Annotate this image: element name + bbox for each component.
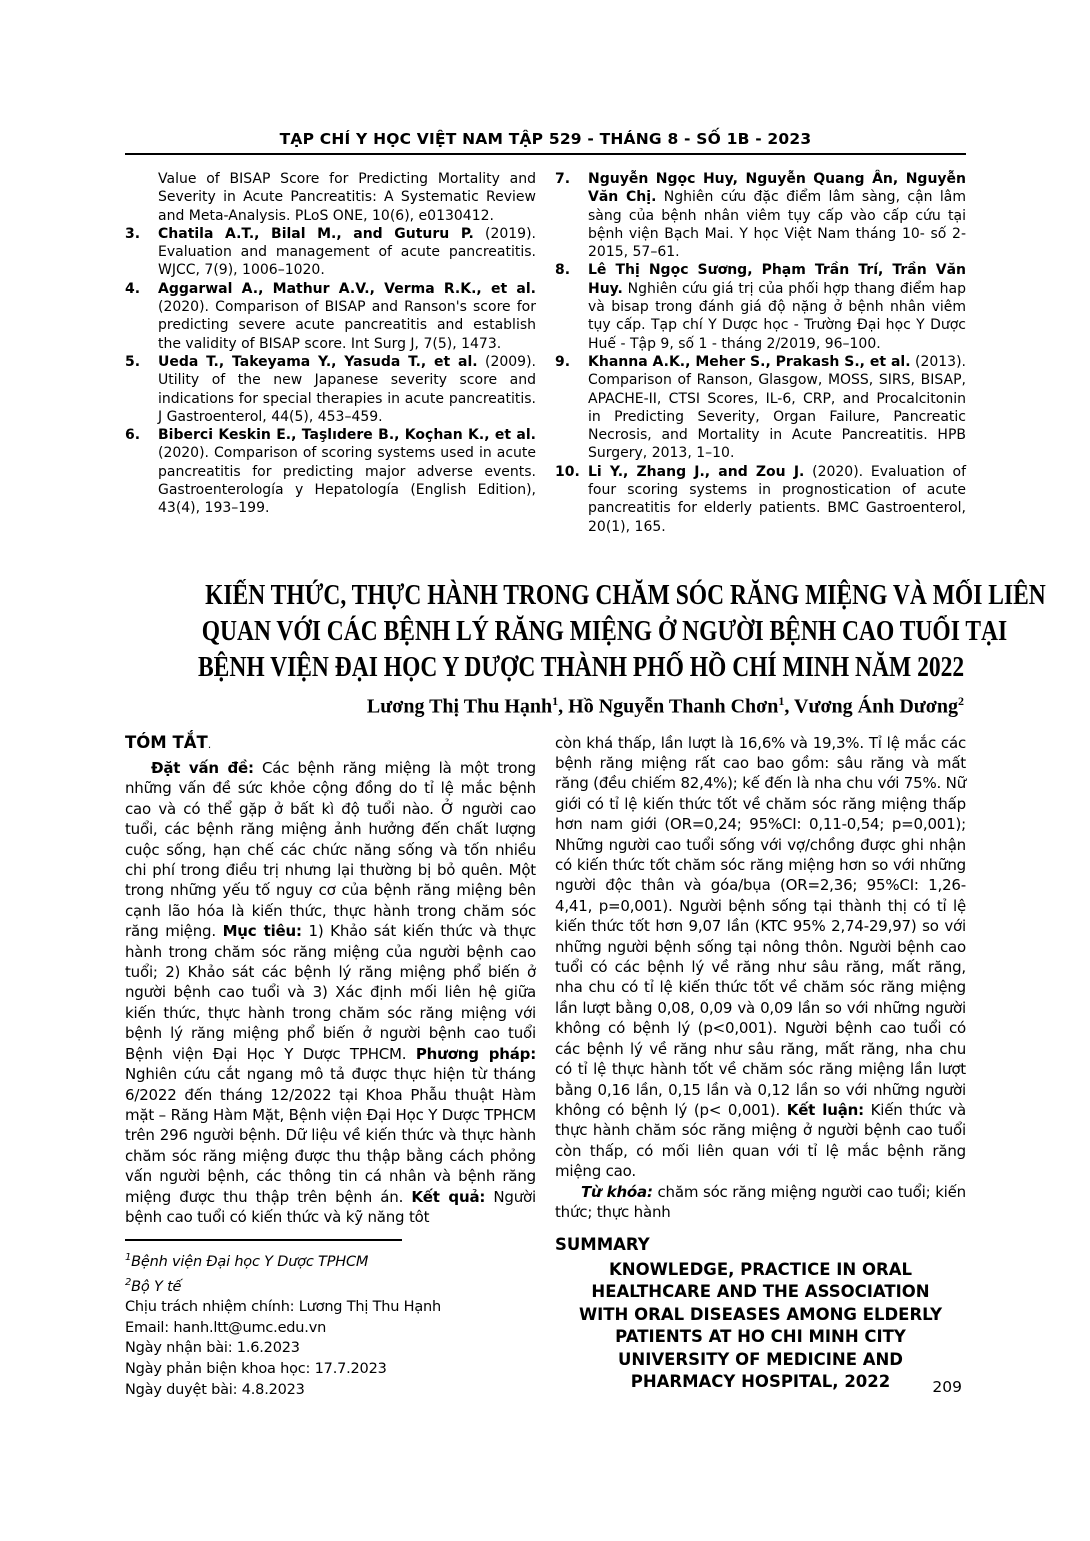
- references-section: [125, 170, 971, 536]
- reference-item: Value of BISAP Score for Predicting Mortality and Severity in Acute Pancreatitis: A Systematic Review and Meta-Analysis. PLoS ONE, 10(6), e0130412.: [158, 171, 536, 224]
- page-content: [125, 130, 1046, 1400]
- footnote-line: Email: hanh.ltt@umc.edu.vn: [125, 1319, 327, 1336]
- reference-item: 3. Chatila A.T., Bilal M., and Guturu P. (2019). Evaluation and management of acute pancreatitis. WJCC, 7(9), 1006–1020.: [125, 225, 536, 279]
- footnote-line: $^1$Bệnh viện Đại học Y Dược TPHCM: [125, 1252, 369, 1271]
- article-title-line: KIẾN THỨC, THỰC HÀNH TRONG CHĂM SÓC RĂNG MIỆNG VÀ MỐI LIÊN: [205, 579, 1046, 611]
- heading-period: .: [207, 737, 212, 751]
- footnote-line: $^2$Bộ Y tế: [125, 1276, 182, 1295]
- abstract-heading: TÓM TẮT.: [125, 732, 212, 752]
- abstract-text-left: Đặt vấn đề: Các bệnh răng miệng là một trong những vấn đề sức khỏe cộng đồng do tỉ lệ mắc bệnh cao và có thể gặp ở bất kì độ tuổi nào. Ở người cao tuổi, các bệnh răng miệng ảnh hưởng đến chất lượng cuộc sống, hạn chế các chức năng sống và tốn nhiều chi phí trong điều trị nhưng lại thường bị bỏ quên. Một trong những yếu tố nguy cơ của bệnh răng miệng bên cạnh lão hóa là kiến thức, thực hành trong chăm sóc răng miệng. Mục tiêu: 1) Khảo sát kiến thức và thực hành trong chăm sóc răng miệng của người bệnh cao tuổi; 2) Khảo sát các bệnh lý răng miệng phổ biến ở người bệnh cao tuổi và 3) Xác định mối liên hệ giữa kiến thức, thực hành trong chăm sóc răng miệng với bệnh lý răng miệng phổ biến ở người bệnh cao tuổi Bệnh viện Đại Học Y Dược TPHCM. Phương pháp: Nghiên cứu cắt ngang mô tả được thực hiện từ tháng 6/2022 đến tháng 12/2022 tại Khoa Phẫu thuật Hàm mặt – Răng Hàm Mặt, Bệnh viện Đại Học Y Dược TPHCM trên 296 người bệnh. Dữ liệu về kiến thức và thực hành chăm sóc răng miệng được thu thập bằng cách phỏng vấn người bệnh, các thông tin cá nhân và bệnh răng miệng được thu thập trên bệnh án. Kết quả: Người bệnh cao tuổi có kiến thức và kỹ năng tôt: [125, 759, 537, 1226]
- summary-title-line: HEALTHCARE AND THE ASSOCIATION: [591, 1282, 930, 1302]
- reference-item: 8. Lê Thị Ngọc Sương, Phạm Trần Trí, Trần Văn Huy. Nghiên cứu giá trị của phối hợp thang điểm hap và bisap trong đánh giá độ nặng ở bệnh nhân viêm tụy cấp. Tạp chí Y Dược học - Trường Đại học Y Dược Huế - Tập 9, số 1 - tháng 2/2019, 96–100.: [555, 262, 971, 352]
- keywords-line: Từ khóa: chăm sóc răng miệng người cao tuổi; kiến thức; thực hành: [555, 1182, 966, 1221]
- abstract-column-left: [125, 733, 536, 1401]
- footnote-line: Ngày phản biện khoa học: 17.7.2023: [125, 1360, 387, 1377]
- summary-title: [555, 1259, 966, 1394]
- summary-title-line: PATIENTS AT HO CHI MINH CITY: [615, 1327, 906, 1347]
- summary-heading: SUMMARY: [555, 1235, 650, 1255]
- footnote-line: Ngày nhận bài: 1.6.2023: [125, 1340, 300, 1357]
- article-title: [125, 578, 1046, 686]
- summary-title-line: UNIVERSITY OF MEDICINE AND: [618, 1349, 903, 1369]
- references-column-left: [125, 170, 536, 536]
- reference-item: 4. Aggarwal A., Mathur A.V., Verma R.K., et al. (2020). Comparison of BISAP and Ranson's score for predicting severe acute pancreatitis and establish the validity of BISAP score. Int Surg J, 7(5), 1473.: [125, 280, 536, 352]
- references-column-right: [555, 170, 971, 536]
- authors-line: Lương Thị Thu Hạnh$^1$, Hồ Nguyễn Thanh Chơn$^1$, Vương Ánh Dương$^2$: [366, 693, 964, 718]
- article-title-line: QUAN VỚI CÁC BỆNH LÝ RĂNG MIỆNG Ở NGƯỜI BỆNH CAO TUỔI TẠI: [201, 615, 1008, 647]
- summary-title-line: PHARMACY HOSPITAL, 2022: [630, 1372, 891, 1392]
- footnote-line: Ngày duyệt bài: 4.8.2023: [125, 1381, 305, 1398]
- summary-title-line: KNOWLEDGE, PRACTICE IN ORAL: [608, 1259, 913, 1279]
- reference-item: 10. Li Y., Zhang J., and Zou J. (2020). Evaluation of four scoring systems in prognostication of acute pancreatitis for elderly patients. BMC Gastroenterol, 20(1), 165.: [555, 463, 966, 535]
- footnotes: [125, 1248, 536, 1400]
- reference-item: 6. Biberci Keskin E., Taşlıdere B., Koçhan K., et al. (2020). Comparison of scoring systems used in acute pancreatitis for predicting major adverse events. Gastroenterología y Hepatología (English Edition), 43(4), 193–199.: [125, 427, 536, 517]
- reference-item: 5. Ueda T., Takeyama Y., Yasuda T., et al. (2009). Utility of the new Japanese severity score and indications for special therapies in acute pancreatitis. J Gastroenterol, 44(5), 453–459.: [125, 353, 536, 425]
- footnote-line: Chịu trách nhiệm chính: Lương Thị Thu Hạnh: [125, 1299, 442, 1316]
- reference-item: 7. Nguyễn Ngọc Huy, Nguyễn Quang Ân, Nguyễn Văn Chị. Nghiên cứu đặc điểm lâm sàng, cận lâm sàng của bệnh nhân viêm tụy cấp vào cấp cứu tại bệnh viện Bạch Mai. Y học Việt Nam tháng 10- số 2- 2015, 57–61.: [555, 171, 971, 261]
- journal-header: TẠP CHÍ Y HỌC VIỆT NAM TẬP 529 - THÁNG 8 - SỐ 1B - 2023: [279, 130, 812, 148]
- page-number: 209: [932, 1378, 962, 1396]
- abstract-text-right: còn khá thấp, lần lượt là 16,6% và 19,3%. Tỉ lệ mắc các bệnh răng miệng rất cao bao gồm: sâu răng và mất răng (đều chiếm 82,4%); kế đến là nha chu với 75%. Nữ giới có tỉ lệ kiến thức tốt về chăm sóc răng miệng thấp hơn nam giới (OR=0,24; 95%CI: 0,11-0,54; p=0,001); Những người cao tuổi sống với vợ/chồng được ghi nhận có kiến thức tốt chăm sóc răng miệng hơn so với những người độc thân và góa/bụa (OR=2,36; 95%CI: 1,26-4,41, p=0,001). Người bệnh sống tại thành thị có tỉ lệ kiến thức tốt hơn 9,07 lần (KTC 95% 2,74-29,97) so với những người bệnh sống tại nông thôn. Người bệnh cao tuổi có các bệnh lý về răng như sâu răng, mất răng, nha chu có tỉ lệ kiến thức tốt về chăm sóc răng miệng lần lượt bằng 0,08, 0,09 và 0,09 lần so với những người không có bệnh lý (p<0,001). Người bệnh cao tuổi có các bệnh lý về răng như sâu răng, mất răng, nha chu có tỉ lệ thực hành tốt về chăm sóc răng miệng lần lượt bằng 0,16 lần, 0,15 lần và 0,12 lần so với những người không có bệnh lý (p< 0,001). Kết luận: Kiến thức và thực hành chăm sóc răng miệng ở người bệnh cao tuổi còn thấp, có mối liên quan với tỉ lệ mắc bệnh răng miệng cao.: [555, 733, 967, 1181]
- summary-title-line: WITH ORAL DISEASES AMONG ELDERLY: [578, 1304, 943, 1324]
- article-title-line: BỆNH VIỆN ĐẠI HỌC Y DƯỢC THÀNH PHỐ HỒ CHÍ MINH NĂM 2022: [197, 651, 965, 683]
- header-rule: [125, 153, 966, 155]
- abstract-column-right: [555, 733, 966, 1401]
- reference-item: 9. Khanna A.K., Meher S., Prakash S., et al. (2013). Comparison of Ranson, Glasgow, MOSS, SIRS, BISAP, APACHE-II, CTSI Scores, IL-6, CRP, and Procalcitonin in Predicting Severity, Organ Failure, Pancreatic Necrosis, and Mortality in Acute Pancreatitis. HPB Surgery, 2013, 1–10.: [555, 353, 966, 462]
- abstract-section: [125, 733, 966, 1401]
- footnote-rule: [125, 1239, 402, 1241]
- footnote-block: [125, 1239, 536, 1400]
